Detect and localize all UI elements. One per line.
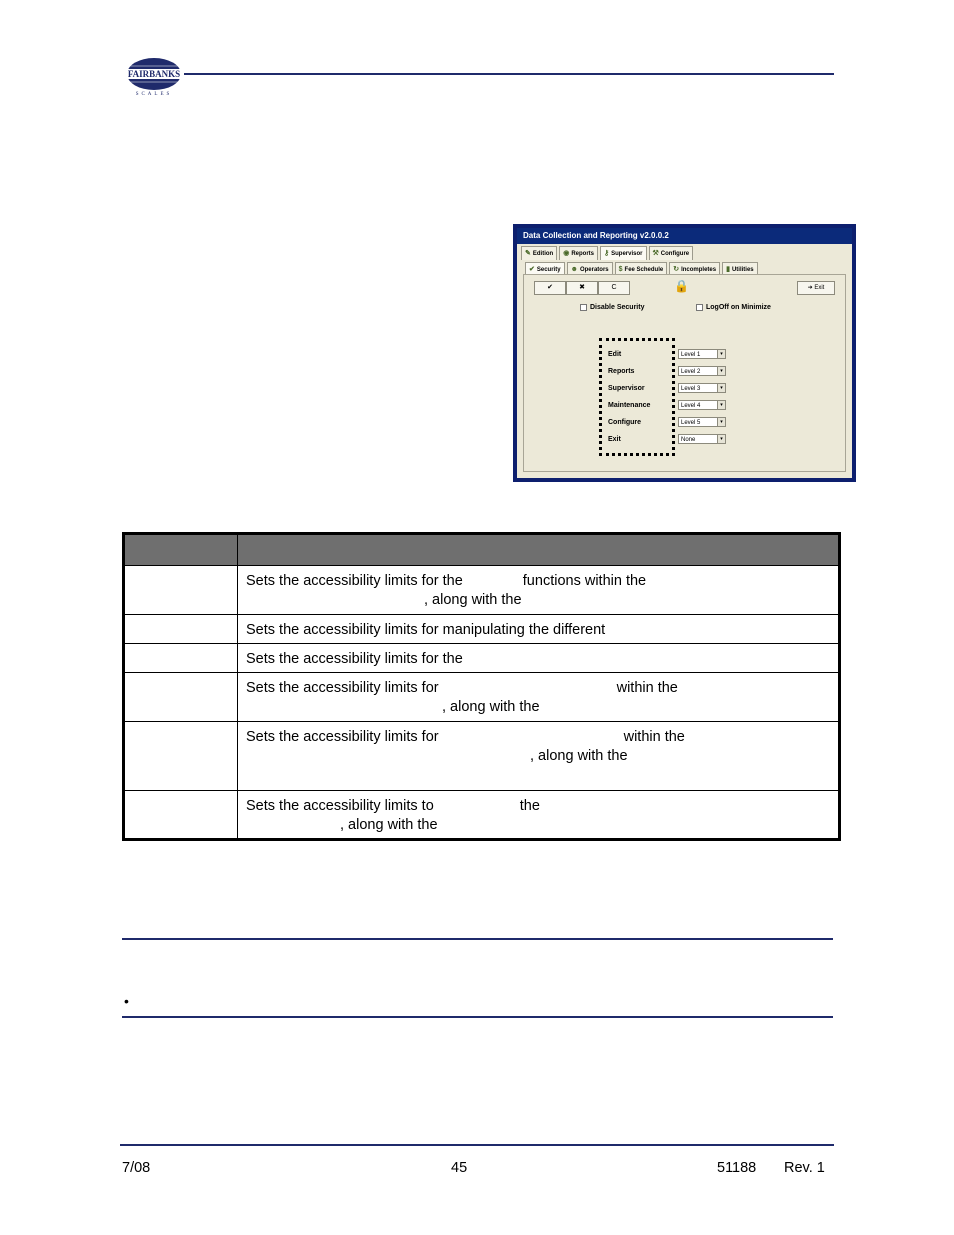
level-row-configure: Configure Level 5 ▾ xyxy=(608,417,726,427)
tab-incompletes[interactable]: ↻ Incompletes xyxy=(669,262,720,276)
table-row xyxy=(124,722,840,791)
level-row-reports: Reports Level 2 ▾ xyxy=(608,366,726,376)
main-tabs xyxy=(521,246,693,260)
bullet-point: • xyxy=(124,993,129,1009)
table-header-cell xyxy=(124,534,238,566)
table-cell-description: Sets the accessibility limits for within the , along with the xyxy=(238,722,840,791)
window-title: Data Collection and Reporting v2.0.0.2 xyxy=(517,228,852,244)
section-rule-bottom xyxy=(122,1016,833,1018)
level-select[interactable]: Level 5 ▾ xyxy=(678,417,726,427)
refresh-button[interactable]: C xyxy=(598,281,630,295)
checkbox-box[interactable] xyxy=(696,304,703,311)
footer-rule xyxy=(120,1144,834,1146)
dropdown-arrow-icon: ▾ xyxy=(717,435,725,443)
configure-icon: ⚒ xyxy=(652,249,659,257)
dropdown-arrow-icon: ▾ xyxy=(717,418,725,426)
table-row xyxy=(124,791,840,840)
table-cell-description: Sets the accessibility limits for the functions within the , along with the xyxy=(238,566,840,615)
security-screenshot xyxy=(513,224,856,482)
tab-configure[interactable]: ⚒ Configure xyxy=(649,246,694,260)
level-row-exit: Exit None ▾ xyxy=(608,434,726,444)
footer-doc-number: 51188 xyxy=(717,1160,757,1176)
table-row xyxy=(124,673,840,722)
table-cell-description: Sets the accessibility limits for the xyxy=(238,644,840,673)
lock-small-icon: ✔ xyxy=(529,265,535,273)
security-levels-table xyxy=(122,532,841,841)
user-icon: ☻ xyxy=(570,265,578,273)
fairbanks-logo xyxy=(124,56,184,96)
level-row-maintenance: Maintenance Level 4 ▾ xyxy=(608,400,726,410)
report-icon: ◉ xyxy=(563,249,570,257)
svg-text:FAIRBANKS: FAIRBANKS xyxy=(127,69,181,79)
table-cell-label xyxy=(124,673,238,722)
table-row xyxy=(124,566,840,615)
security-pane xyxy=(523,274,846,472)
cancel-button[interactable]: ✖ xyxy=(566,281,598,295)
logoff-minimize-checkbox[interactable]: LogOff on Minimize xyxy=(696,304,771,311)
tab-security[interactable]: ✔ Security xyxy=(525,262,565,276)
tab-reports[interactable]: ◉ Reports xyxy=(559,246,598,260)
level-select[interactable]: Level 3 ▾ xyxy=(678,383,726,393)
dropdown-arrow-icon: ▾ xyxy=(717,367,725,375)
table-header-row xyxy=(124,534,840,566)
footer-page-number: 45 xyxy=(451,1160,468,1176)
level-row-edit: Edit Level 1 ▾ xyxy=(608,349,726,359)
table-cell-label xyxy=(124,615,238,644)
header-rule xyxy=(184,73,834,75)
table-cell-label xyxy=(124,722,238,791)
tab-supervisor[interactable]: ⚷ Supervisor xyxy=(600,246,647,260)
pencil-icon: ✎ xyxy=(525,249,531,257)
footer-date: 7/08 xyxy=(122,1160,151,1176)
toolbar xyxy=(534,281,630,295)
exit-button[interactable]: ➜ Exit xyxy=(797,281,835,295)
table-row xyxy=(124,615,840,644)
table-cell-label xyxy=(124,791,238,840)
level-select[interactable]: Level 2 ▾ xyxy=(678,366,726,376)
ok-button[interactable]: ✔ xyxy=(534,281,566,295)
table-cell-description: Sets the accessibility limits for manipulating the different xyxy=(238,615,840,644)
refresh-icon: ↻ xyxy=(673,265,680,273)
table-header-cell xyxy=(238,534,840,566)
level-select[interactable]: None ▾ xyxy=(678,434,726,444)
svg-text:SCALES: SCALES xyxy=(135,92,173,96)
level-select[interactable]: Level 4 ▾ xyxy=(678,400,726,410)
lock-icon: 🔒 xyxy=(674,279,689,293)
checkbox-box[interactable] xyxy=(580,304,587,311)
table-row xyxy=(124,644,840,673)
table-cell-label xyxy=(124,644,238,673)
tab-fee-schedule[interactable]: $ Fee Schedule xyxy=(615,262,668,276)
disable-security-checkbox[interactable]: Disable Security xyxy=(580,304,644,311)
table-cell-description: Sets the accessibility limits to the , along with the xyxy=(238,791,840,840)
tab-edition[interactable]: ✎ Edition xyxy=(521,246,557,260)
footer-revision: Rev. 1 xyxy=(784,1160,825,1176)
section-rule-top xyxy=(122,938,833,940)
utilities-icon: ▮ xyxy=(726,265,730,273)
key-icon: ⚷ xyxy=(604,249,610,257)
table-cell-description: Sets the accessibility limits for within the , along with the xyxy=(238,673,840,722)
highlight-dotted-box xyxy=(599,338,675,456)
dollar-icon: $ xyxy=(618,265,623,273)
level-select[interactable]: Level 1 ▾ xyxy=(678,349,726,359)
table-cell-label xyxy=(124,566,238,615)
tab-operators[interactable]: ☻ Operators xyxy=(567,262,613,276)
dropdown-arrow-icon: ▾ xyxy=(717,384,725,392)
tab-utilities[interactable]: ▮ Utilities xyxy=(722,262,758,276)
dropdown-arrow-icon: ▾ xyxy=(717,401,725,409)
level-row-supervisor: Supervisor Level 3 ▾ xyxy=(608,383,726,393)
dropdown-arrow-icon: ▾ xyxy=(717,350,725,358)
